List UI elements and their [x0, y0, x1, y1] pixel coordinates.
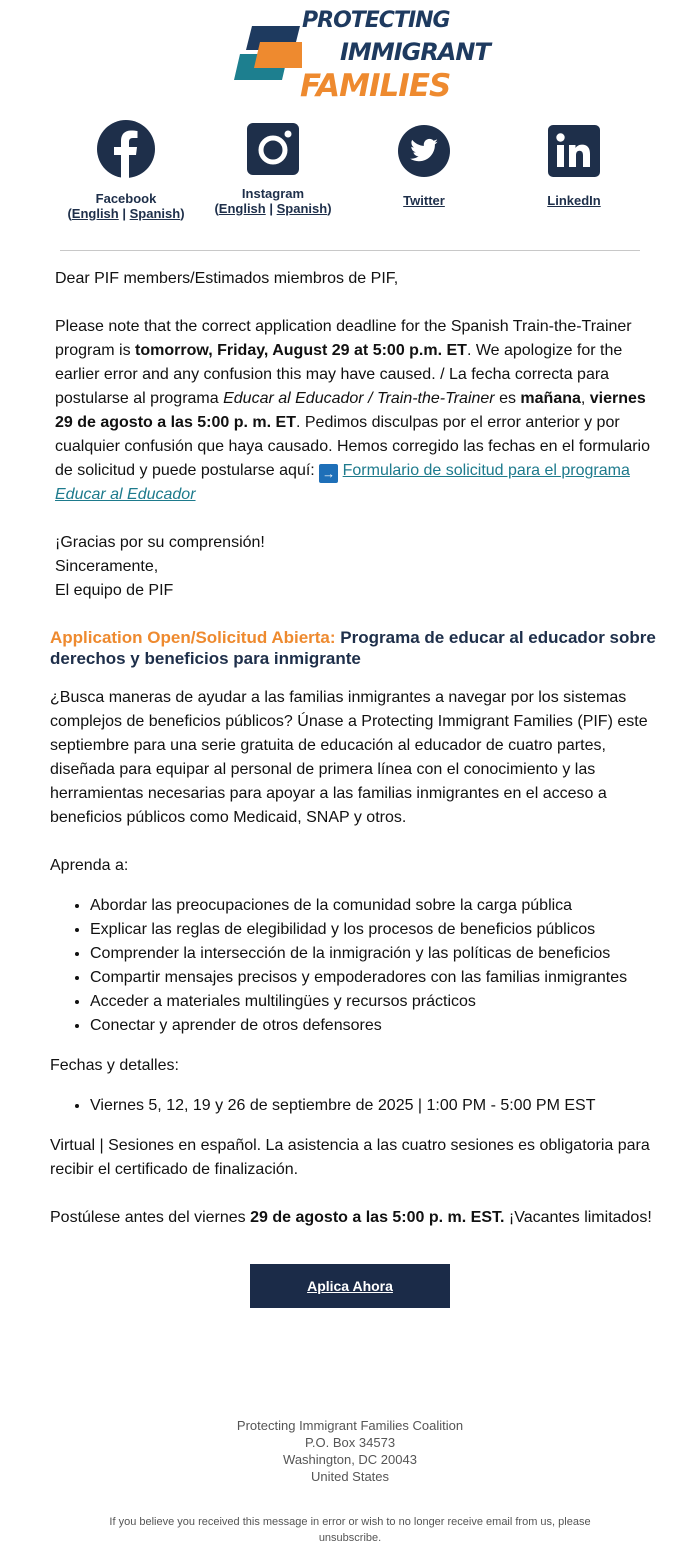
apply-deadline: Postúlese antes del viernes 29 de agosto a las 5:00 p. m. EST. ¡Vacantes limitados! [50, 1209, 652, 1226]
list-item: • Compartir mensajes precisos y empoderadores con las familias inmigrantes [90, 966, 660, 990]
list-item: • Acceder a materiales multilingües y recursos prácticos [90, 990, 660, 1014]
signature-text: El equipo de PIF [55, 582, 174, 599]
list-item: • Explicar las reglas de elegibilidad y los procesos de beneficios públicos [90, 918, 660, 942]
virtual-info: Virtual | Sesiones en español. La asistencia a las cuatro sesiones es obligatoria para recibir el certificado de finalización. [50, 1137, 650, 1178]
logo-mark-icon [230, 20, 302, 94]
logo-text-immigrant: IMMIGRANT [340, 38, 490, 66]
logo-text-families: FAMILIES [300, 68, 451, 104]
pif-logo[interactable] [230, 6, 490, 106]
social-twitter [364, 125, 484, 208]
social-instagram [210, 123, 336, 216]
thanks-text: ¡Gracias por su comprensión! [55, 534, 265, 551]
dates-heading: Fechas y detalles: [50, 1057, 179, 1074]
facebook-label: Facebook [95, 191, 157, 206]
list-item: • Comprender la intersección de la inmigración y las políticas de beneficios [90, 942, 660, 966]
linkedin-link[interactable]: LinkedIn [547, 193, 601, 208]
footer-address [0, 1417, 700, 1485]
application-open-label: Application Open/Solicitud Abierta: [50, 628, 336, 647]
instagram-links: (English | Spanish) [214, 201, 332, 216]
closing-text: Sinceramente, [55, 558, 159, 575]
social-linkedin [514, 125, 634, 208]
signoff [55, 531, 650, 603]
facebook-links: (English | Spanish) [67, 206, 185, 221]
list-item: • Conectar y aprender de otros defensores [90, 1014, 660, 1038]
facebook-spanish-link[interactable]: Spanish [129, 206, 181, 221]
footer-org: Protecting Immigrant Families Coalition [236, 1418, 464, 1433]
footer-country: United States [310, 1469, 390, 1484]
facebook-english-link[interactable]: English [71, 206, 119, 221]
dates-list [50, 1094, 660, 1118]
unsubscribe-text[interactable]: If you believe you received this message in error or wish to no longer receive email from us, please unsubscribe. [109, 1516, 591, 1544]
instagram-icon[interactable] [247, 123, 299, 175]
footer-city: Washington, DC 20043 [283, 1452, 417, 1467]
learn-list [50, 894, 660, 1038]
instagram-spanish-link[interactable]: Spanish [276, 201, 328, 216]
arrow-icon: → [319, 464, 338, 483]
twitter-link[interactable]: Twitter [403, 193, 445, 208]
program-intro: ¿Busca maneras de ayudar a las familias inmigrantes a navegar por los sistemas complejos de beneficios públicos? Únase a Protecting Immigrant Families (PIF) este septiembre para una serie gratuita de educación al educador de cuatro partes, diseñada para equipar al personal de primera línea con el conocimiento y las herramientas necesarias para apoyar a las familias inmigrantes en el acceso a beneficios públicos como Medicaid, SNAP y otros. [50, 689, 648, 826]
linkedin-icon[interactable] [548, 125, 600, 177]
correction-notice: Please note that the correct application deadline for the Spanish Train-the-Trainer program is tomorrow, Friday, August 29 at 5:00 p.m. ET. We apologize for the earlier error and any confusion this may have caused. / La fecha correcta para postularse al programa Educar al Educador / Train-the-Trainer es mañana, viernes 29 de agosto a las 5:00 p. m. ET. Pedimos disculpas por el error anterior y por cualquier confusión que haya causado. Hemos corregido las fechas en el formulario de solicitud y puede postularse aquí: → Formulario de solicitud para el programa Educar al Educador [55, 318, 651, 503]
divider [60, 250, 640, 251]
list-item: • Abordar las preocupaciones de la comunidad sobre la carga pública [90, 894, 660, 918]
footer-pobox: P.O. Box 34573 [304, 1435, 396, 1450]
instagram-label: Instagram [241, 186, 305, 201]
program-title: Programa de educar al educador sobre derechos y beneficios para inmigrante [50, 628, 656, 668]
logo-text-protecting: PROTECTING [302, 8, 450, 33]
greeting: Dear PIF members/Estimados miembros de PIF, [55, 270, 399, 287]
facebook-icon[interactable] [97, 120, 155, 178]
instagram-english-link[interactable]: English [218, 201, 266, 216]
learn-heading: Aprenda a: [50, 857, 129, 874]
apply-now-button[interactable]: Aplica Ahora [250, 1264, 450, 1308]
social-facebook [66, 120, 186, 221]
application-form-link[interactable]: Formulario de solicitud para el programa Educar al Educador [55, 462, 630, 503]
program-heading [50, 627, 660, 669]
twitter-icon[interactable] [398, 125, 450, 177]
list-item: • Viernes 5, 12, 19 y 26 de septiembre de 2025 | 1:00 PM - 5:00 PM EST [90, 1094, 660, 1118]
